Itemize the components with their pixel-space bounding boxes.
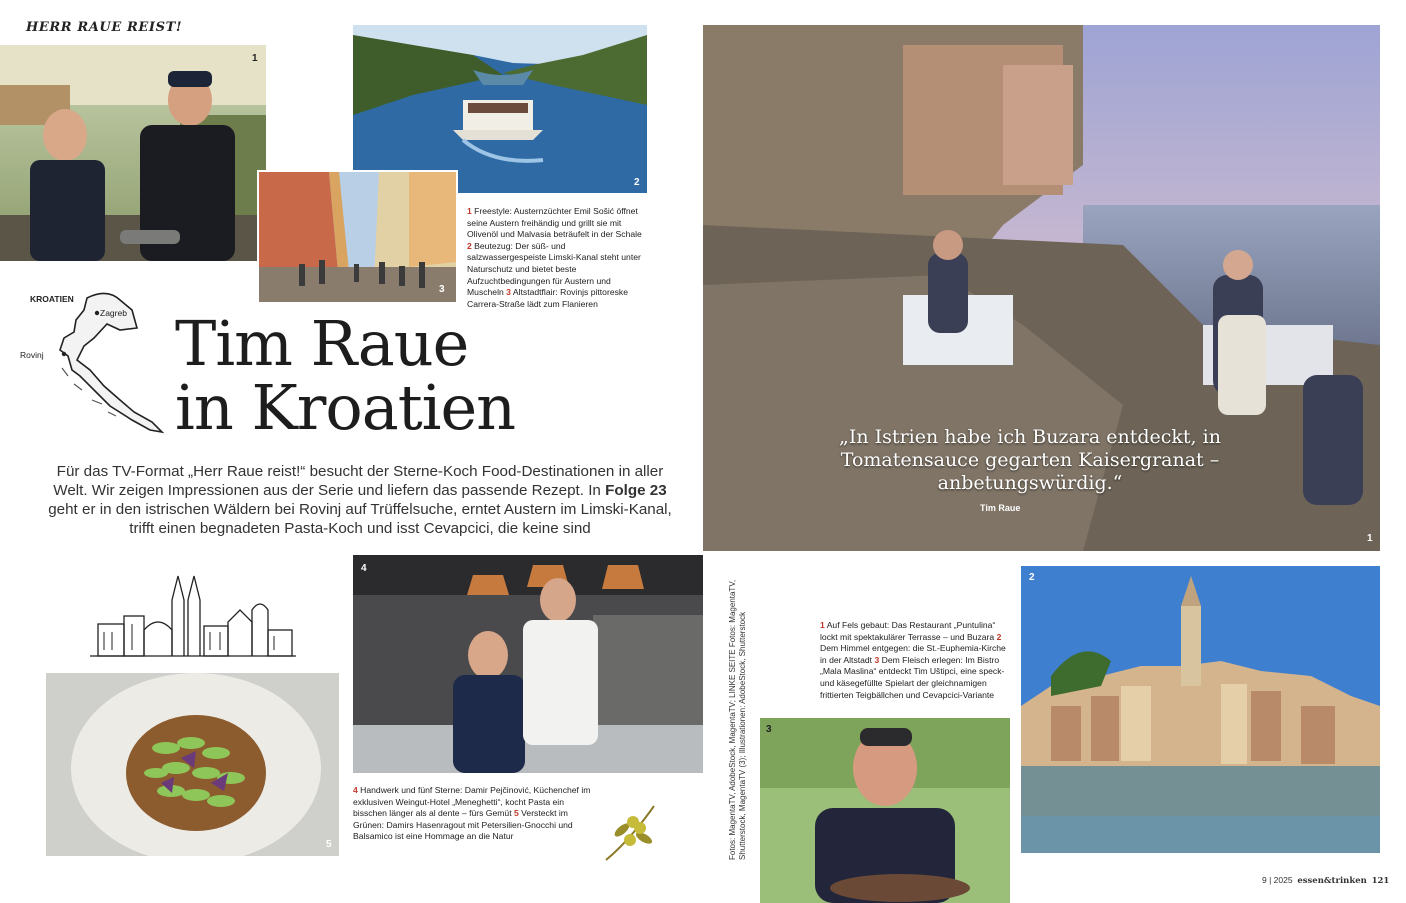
intro-text: geht er in den istrischen Wäldern bei Rovinj auf Trüffelsuche, erntet Austern im Limski-Kanal, trifft einen begnadeten Pasta-Koch und isst Cevapcici, die keine sind	[48, 501, 672, 537]
article-title	[175, 307, 516, 444]
caption-text: Handwerk und fünf Sterne: Damir Pejčinović, Küchenchef im exklusiven Weingut-Hotel „Meneghetti“, kocht Pasta ein bisschen länger als al dente – fürs Gemüt	[353, 785, 591, 819]
photo-number: 2	[1029, 572, 1035, 583]
caption-number: 1	[820, 620, 825, 630]
caption-text: Freestyle: Austernzüchter Emil Sošić öffnet seine Austern freihändig und grillt sie mit Olivenöl und Malvasia beträufelt in der Schale	[467, 206, 642, 240]
caption-text: Beutezug: Der süß- und salzwassergespeiste Limski-Kanal steht unter Naturschutz und bietet beste Aufzuchtbedingungen für Austern und Muscheln	[467, 240, 641, 298]
photo-gnocchi-dish	[46, 673, 339, 856]
intro-episode: Folge 23	[605, 482, 667, 499]
article-intro	[40, 462, 680, 538]
photo-number: 1	[1367, 533, 1373, 544]
caption-text: Altstadtflair: Rovinjs pittoreske Carrera-Straße lädt zum Flanieren	[467, 287, 628, 309]
caption-text: Dem Himmel entgegen: die St.-Euphemia-Kirche in der Altstadt	[820, 643, 1006, 665]
caption-text: Dem Fleisch erlegen: Im Bistro „Mala Maslina“ entdeckt Tim Uštipci, eine speck- und käsegefüllte Spielart der gleichnamigen frittierten Teigbällchen und Cevapcici-Variante	[820, 654, 1005, 700]
olive-branch-illustration	[600, 800, 660, 864]
caption-number: 3	[874, 654, 880, 665]
caption-text: Auf Fels gebaut: Das Restaurant „Puntulina“ lockt mit spektakulärer Terrasse – und Buzara	[820, 620, 997, 642]
photo-carrera-street	[257, 170, 458, 304]
caption-number: 2	[996, 631, 1002, 642]
caption-number: 1	[467, 206, 472, 216]
photo-number: 4	[361, 563, 367, 574]
intro-text: Für das TV-Format „Herr Raue reist!“ besucht der Sterne-Koch Food-Destinationen in aller Welt. Wir zeigen Impressionen aus der Serie und liefern das passende Rezept. In	[53, 463, 664, 499]
city-skyline-illustration	[88, 570, 298, 660]
folio-issue: 9 | 2025	[1262, 875, 1293, 885]
caption-bottom-left	[353, 785, 593, 843]
caption-number: 2	[467, 240, 472, 251]
caption-text: Versteckt im Grünen: Damirs Hasenragout mit Petersilien-Gnocchi und Balsamico ist eine Hommage an die Natur	[353, 808, 573, 842]
folio-page-number: 121	[1371, 876, 1390, 886]
pull-quote-author: Tim Raue	[980, 503, 1021, 513]
photo-number: 3	[766, 724, 772, 735]
map-label-zagreb: Zagreb	[100, 308, 127, 318]
title-line: in Kroatien	[175, 371, 516, 444]
photo-number: 2	[634, 177, 640, 188]
croatia-map	[12, 280, 182, 440]
photo-bistro-eating	[760, 718, 1010, 903]
caption-number: 4	[353, 785, 358, 795]
caption-number: 5	[513, 808, 519, 819]
page-folio	[1262, 875, 1389, 886]
caption-number: 3	[506, 287, 511, 298]
photo-number: 5	[326, 839, 332, 850]
photo-oyster-farmers	[0, 45, 266, 261]
photo-number: 3	[439, 284, 445, 295]
map-label-country: KROATIEN	[30, 294, 74, 304]
map-label-rovinj: Rovinj	[20, 350, 44, 360]
photo-limski-canal	[353, 25, 647, 193]
photo-rovinj-church	[1021, 566, 1380, 853]
photo-credits: Fotos: MagentaTV, AdobeStock, MagentaTV; LINKE SEITE Fotos: MagentaTV, Shutterstock, MagentaTV (3); Illustrationen: AdobeStock, Shutterstock	[728, 579, 747, 860]
folio-magazine: essen&trinken	[1297, 876, 1367, 886]
section-kicker: HERR RAUE REIST!	[26, 20, 183, 35]
title-line: Tim Raue	[175, 307, 469, 380]
photo-number: 1	[252, 53, 258, 64]
photo-kitchen-chef	[353, 555, 703, 773]
caption-right	[820, 620, 1010, 701]
pull-quote: „In Istrien habe ich Buzara entdeckt, in Tomatensauce gegarten Kaisergranat – anbetungswürdig.“	[839, 426, 1221, 494]
caption-top	[467, 206, 644, 310]
